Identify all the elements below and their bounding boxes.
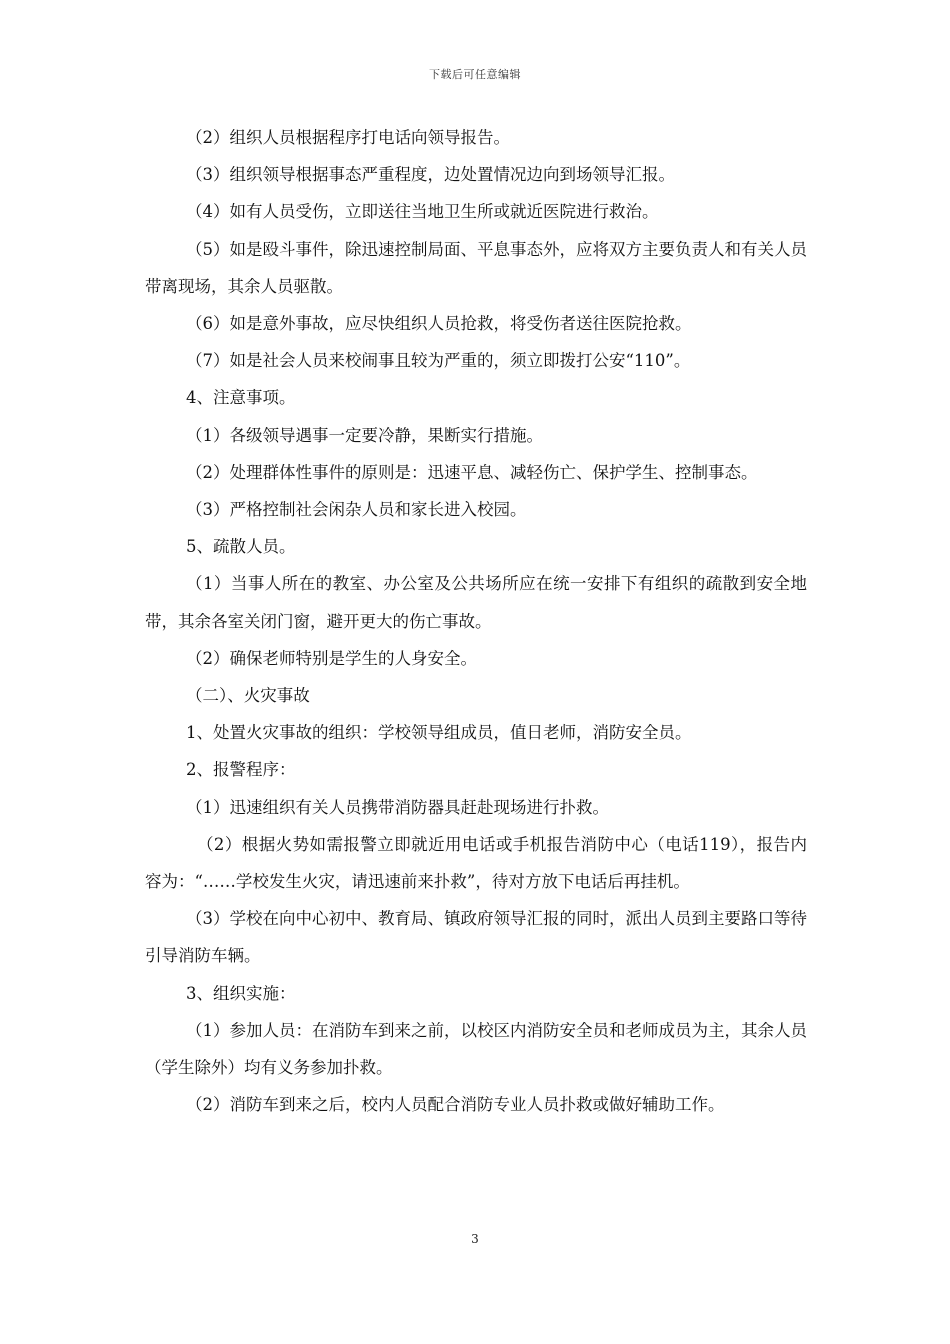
section-heading: 5、疏散人员。 <box>186 537 296 557</box>
paragraph: （1）迅速组织有关人员携带消防器具赶赴现场进行扑救。 <box>186 797 609 817</box>
paragraph: （1）各级领导遇事一定要冷静，果断实行措施。 <box>186 425 543 445</box>
paragraph: （1）当事人所在的教室、办公室及公共场所应在统一安排下有组织的疏散到安全地带，其余各室关闭门窗，避开更大的伤亡事故。 <box>145 574 807 631</box>
page-header: 下载后可任意编辑 <box>429 68 521 81</box>
paragraph: （3）学校在向中心初中、教育局、镇政府领导汇报的同时，派出人员到主要路口等待引导消防车辆。 <box>145 909 807 966</box>
paragraph: （4）如有人员受伤，立即送往当地卫生所或就近医院进行救治。 <box>186 202 659 222</box>
section-heading: （二）、火灾事故 <box>186 686 310 706</box>
paragraph: （2）组织人员根据程序打电话向领导报告。 <box>186 128 510 147</box>
section-heading: 1、处置火灾事故的组织：学校领导组成员，值日老师，消防安全员。 <box>186 723 692 743</box>
section-heading: 3、组织实施： <box>186 983 296 1003</box>
paragraph: （7）如是社会人员来校闹事且较为严重的，须立即拨打公安“110”。 <box>186 351 691 371</box>
section-heading: 2、报警程序： <box>186 760 296 780</box>
paragraph: （2）处理群体性事件的原则是：迅速平息、减轻伤亡、保护学生、控制事态。 <box>186 462 758 482</box>
paragraph: （3）严格控制社会闲杂人员和家长进入校园。 <box>186 500 527 520</box>
paragraph: （2）根据火势如需报警立即就近用电话或手机报告消防中心（电话119），报告内容为：“……学校发生火灾，请迅速前来扑救”，待对方放下电话后再挂机。 <box>145 834 807 892</box>
paragraph: （2）确保老师特别是学生的人身安全。 <box>186 648 477 668</box>
document-body <box>145 119 807 1123</box>
page-number: 3 <box>471 1232 479 1246</box>
paragraph: （6）如是意外事故，应尽快组织人员抢救，将受伤者送往医院抢救。 <box>186 314 692 334</box>
section-heading: 4、注意事项。 <box>186 388 296 408</box>
paragraph: （1）参加人员：在消防车到来之前，以校区内消防安全员和老师成员为主，其余人员（学生除外）均有义务参加扑救。 <box>145 1020 807 1078</box>
paragraph: （5）如是殴斗事件，除迅速控制局面、平息事态外，应将双方主要负责人和有关人员带离现场，其余人员驱散。 <box>145 239 807 296</box>
paragraph: （3）组织领导根据事态严重程度，边处置情况边向到场领导汇报。 <box>186 165 675 185</box>
paragraph: （2）消防车到来之后，校内人员配合消防专业人员扑救或做好辅助工作。 <box>186 1095 725 1115</box>
